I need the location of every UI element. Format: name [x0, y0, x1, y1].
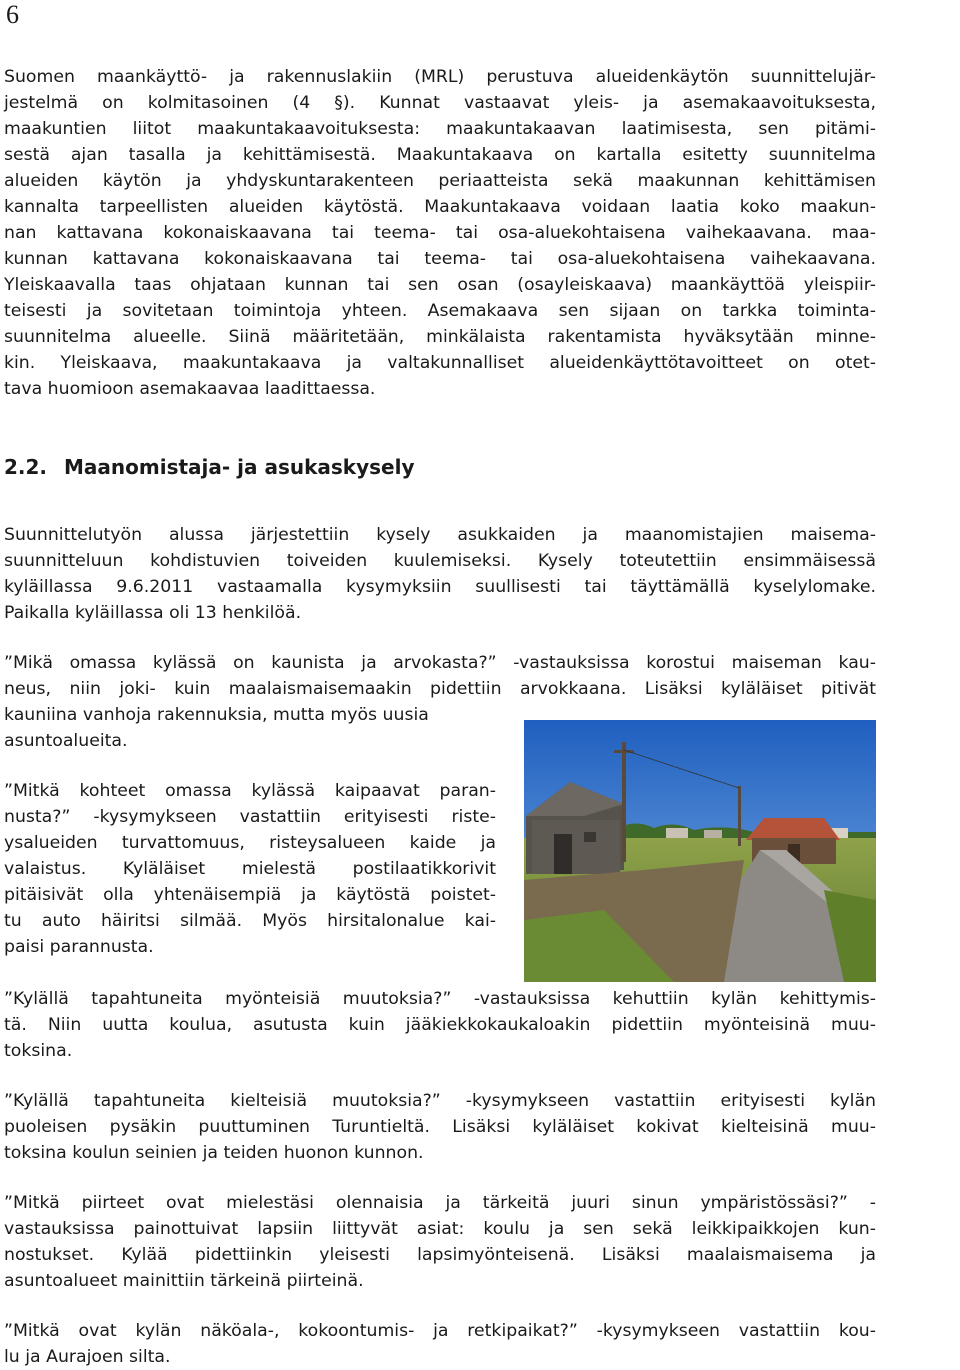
- question-2-paragraph: [4, 778, 496, 960]
- text-line: asuntoalueet mainittiin tärkeinä piirteinä.: [4, 1271, 364, 1291]
- text-line: teisesti ja sovitetaan toimintoja yhteen. Asemakaava sen sijaan on tarkka toiminta-: [4, 301, 876, 321]
- text-line: ”Mitkä ovat kylän näköala-, kokoontumis- ja retkipaikat?” -kysymykseen vastattiin kou-: [4, 1321, 876, 1341]
- question-4-paragraph: [4, 1088, 876, 1166]
- text-line: nostukset. Kylää pidettiinkin yleisesti lapsimyönteisenä. Lisäksi maalaismaisema ja: [4, 1245, 876, 1265]
- text-line: tä. Niin uutta koulua, asutusta kuin jääkiekkokaukaloakin pidettiin myönteisinä muu-: [4, 1015, 876, 1035]
- section-heading: [4, 452, 876, 482]
- text-line: suunnitelma alueelle. Siinä määritetään, minkälaista rakentamista hyväksytään minne-: [4, 327, 876, 347]
- text-line: Suomen maankäyttö- ja rakennuslakiin (MRL) perustuva alueidenkäytön suunnittelujär-: [4, 67, 876, 87]
- text-line: ”Kylällä tapahtuneita myönteisiä muutoksia?” -vastauksissa kehuttiin kylän kehittymis-: [4, 989, 876, 1009]
- text-line: kauniina vanhoja rakennuksia, mutta myös uusia: [4, 705, 429, 725]
- page-number: 6: [6, 0, 19, 29]
- text-line: ”Mitkä piirteet ovat mielestäsi olennaisia ja tärkeitä juuri sinun ympäristössäsi?” -: [4, 1193, 876, 1213]
- text-line: ysalueiden turvattomuus, risteysalueen kaide ja: [4, 833, 496, 853]
- section-number: 2.2.: [4, 455, 48, 479]
- text-line: pitäisivät olla yhtenäisempiä ja käytöstä poistet-: [4, 885, 496, 905]
- text-line: paisi parannusta.: [4, 937, 154, 957]
- intro-paragraph: [4, 64, 876, 402]
- text-line: jestelmä on kolmitasoinen (4 §). Kunnat vastaavat yleis- ja asemakaavoituksesta,: [4, 93, 876, 113]
- text-line: vastauksissa painottuivat lapsiin liittyvät asiat: koulu ja sen sekä leikkipaikkojen kun-: [4, 1219, 876, 1239]
- text-line: Suunnittelutyön alussa järjestettiin kysely asukkaiden ja maanomistajien maisema-: [4, 525, 876, 545]
- text-line: ”Mitkä kohteet omassa kylässä kaipaavat paran-: [4, 781, 496, 801]
- text-line: Paikalla kyläillassa oli 13 henkilöä.: [4, 603, 302, 623]
- text-line: puoleisen pysäkin puuttuminen Turuntieltä. Lisäksi kyläläiset kokivat kielteisinä muu-: [4, 1117, 876, 1137]
- question-6-paragraph: [4, 1318, 876, 1370]
- text-line: tu auto häiritsi silmää. Myös hirsitalonalue kai-: [4, 911, 496, 931]
- text-line: valaistus. Kyläläiset mielestä postilaatikkorivit: [4, 859, 496, 879]
- village-road-photo: [524, 720, 876, 982]
- text-line: nan kattavana kokonaiskaavana tai teema- tai osa-aluekohtaisena vaihekaavana. maa-: [4, 223, 876, 243]
- text-line: toksina koulun seinien ja teiden huonon kunnon.: [4, 1143, 424, 1163]
- text-line: kyläillassa 9.6.2011 vastaamalla kysymyksiin suullisesti tai täyttämällä kyselylomake.: [4, 577, 876, 597]
- question-5-paragraph: [4, 1190, 876, 1294]
- text-line: toksina.: [4, 1041, 73, 1061]
- text-line: sestä ajan tasalla ja kehittämisestä. Maakuntakaava on kartalla esitetty suunnitelma: [4, 145, 876, 165]
- text-line: ”Kylällä tapahtuneita kielteisiä muutoksia?” -kysymykseen vastattiin erityisesti kylän: [4, 1091, 876, 1111]
- text-line: kunnan kattavana kokonaiskaavana tai teema- tai osa-aluekohtaisena vaihekaavana.: [4, 249, 876, 269]
- text-line: maakuntien liitot maakuntakaavoituksesta: maakuntakaavan laatimisesta, sen pitämi-: [4, 119, 876, 139]
- question-3-paragraph: [4, 986, 876, 1064]
- text-line: kin. Yleiskaava, maakuntakaava ja valtakunnalliset alueidenkäyttötavoitteet on otet-: [4, 353, 876, 373]
- text-line: ”Mikä omassa kylässä on kaunista ja arvokasta?” -vastauksissa korostui maiseman kau-: [4, 653, 876, 673]
- text-line: Yleiskaavalla taas ohjataan kunnan tai sen osan (osayleiskaava) maankäyttöä yleispiir-: [4, 275, 876, 295]
- text-line: kannalta tarpeellisten alueiden käytöstä. Maakuntakaava voidaan laatia koko maakun-: [4, 197, 876, 217]
- text-line: neus, niin joki- kuin maalaismaisemaakin pidettiin arvokkaana. Lisäksi kyläläiset pitivät: [4, 679, 876, 699]
- text-line: tava huomioon asemakaavaa laadittaessa.: [4, 379, 376, 399]
- text-line: alueiden käytön ja yhdyskuntarakenteen periaatteista sekä maakunnan kehittämisen: [4, 171, 876, 191]
- text-line: asuntoalueita.: [4, 731, 128, 751]
- text-line: lu ja Aurajoen silta.: [4, 1347, 171, 1367]
- text-line: suunnitteluun kohdistuvien toiveiden kuulemiseksi. Kysely toteutettiin ensimmäisessä: [4, 551, 876, 571]
- section-title: Maanomistaja- ja asukaskysely: [64, 455, 415, 479]
- text-line: nusta?” -kysymykseen vastattiin erityisesti riste-: [4, 807, 496, 827]
- survey-intro-paragraph: [4, 522, 876, 626]
